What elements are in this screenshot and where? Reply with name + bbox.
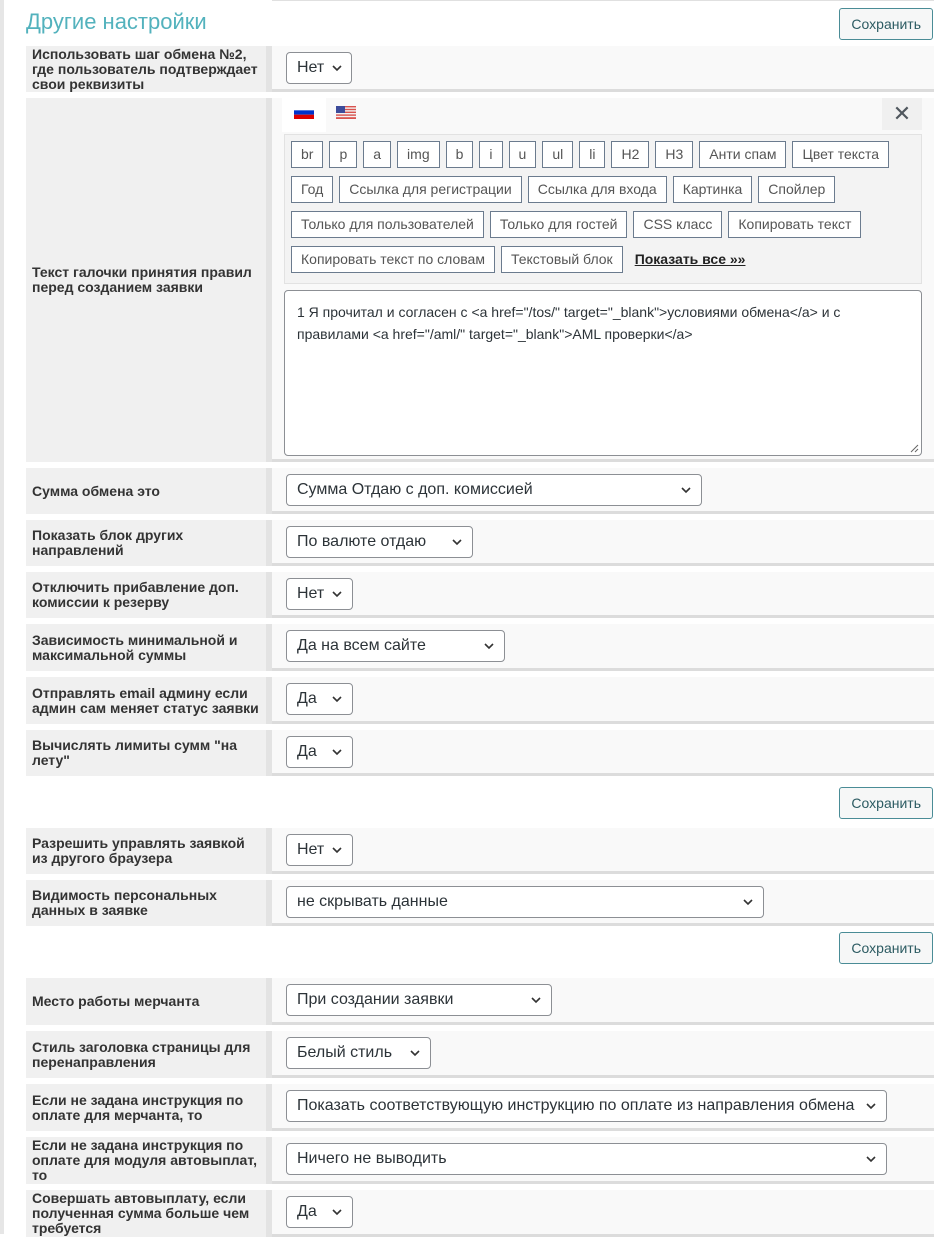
page-title: Другие настройки [26, 9, 207, 34]
setting-row-rules-checkbox-text [26, 98, 934, 462]
setting-row [26, 1137, 934, 1184]
select-value: Да [297, 690, 317, 707]
setting-label: Отключить прибавление доп. комиссии к резерву [26, 572, 272, 618]
chevron-down-icon [743, 897, 753, 907]
setting-value [272, 1031, 934, 1078]
chevron-down-icon [332, 747, 342, 757]
tag-button[interactable]: br [291, 141, 323, 168]
save-button[interactable]: Сохранить [839, 787, 933, 819]
setting-row [26, 1084, 934, 1131]
setting-label: Сумма обмена это [26, 468, 272, 514]
other-directions-select[interactable] [286, 526, 473, 558]
setting-row [26, 572, 934, 618]
select-value: Нет [297, 840, 325, 858]
settings-panel [26, 0, 934, 1243]
save-row [26, 782, 934, 828]
tag-button[interactable]: Копировать текст [728, 211, 861, 238]
setting-row-exchange-step2 [26, 46, 934, 92]
merchant-place-select[interactable] [286, 984, 552, 1016]
exchange-amount-select[interactable] [286, 474, 702, 506]
setting-value [272, 1084, 934, 1131]
tag-button[interactable]: CSS класс [633, 211, 722, 238]
setting-label: Зависимость минимальной и максимальной суммы [26, 624, 272, 671]
exchange-step2-select[interactable] [286, 52, 352, 84]
close-icon[interactable]: ✕ [882, 98, 922, 130]
chevron-down-icon [332, 63, 342, 73]
resize-handle-icon[interactable] [909, 443, 919, 453]
setting-value [272, 520, 934, 566]
chevron-down-icon [332, 694, 342, 704]
setting-label: Видимость персональных данных в заявке [26, 880, 272, 926]
redirect-header-style-select[interactable] [286, 1037, 431, 1069]
language-tabs [284, 98, 922, 132]
save-button[interactable]: Сохранить [839, 8, 933, 40]
tag-button[interactable]: Ссылка для регистрации [339, 176, 521, 203]
tag-button[interactable]: a [363, 141, 391, 168]
setting-label: Совершать автовыплату, если полученная сумма больше чем требуется [26, 1190, 272, 1237]
setting-value [272, 880, 934, 926]
setting-label: Отправлять email админу если админ сам меняет статус заявки [26, 677, 272, 724]
rules-text-textarea[interactable] [284, 290, 922, 456]
tag-button[interactable]: Только для пользователей [291, 211, 484, 238]
tag-button[interactable]: Картинка [673, 176, 753, 203]
admin-email-select[interactable] [286, 683, 353, 715]
tag-button[interactable]: H2 [611, 141, 649, 168]
setting-label: Разрешить управлять заявкой из другого браузера [26, 828, 272, 874]
tag-button[interactable]: img [397, 141, 440, 168]
tag-button[interactable]: p [329, 141, 357, 168]
autopayout-overpay-select[interactable] [286, 1196, 353, 1228]
setting-value [272, 1137, 934, 1184]
setting-value [272, 1190, 934, 1237]
setting-row [26, 880, 934, 926]
setting-row [26, 730, 934, 776]
select-value: Сумма Отдаю с доп. комиссией [297, 480, 533, 498]
chevron-down-icon [332, 589, 342, 599]
select-value: При создании заявки [297, 991, 454, 1008]
tag-button[interactable]: ul [542, 141, 573, 168]
select-value: Нет [297, 58, 325, 76]
select-value: Да на всем сайте [297, 637, 426, 654]
select-value: Белый стиль [297, 1044, 393, 1061]
setting-value [272, 572, 934, 618]
setting-value [272, 828, 934, 874]
section-header [26, 0, 934, 46]
tag-button[interactable]: Ссылка для входа [528, 176, 667, 203]
russia-flag-icon[interactable] [294, 106, 314, 119]
setting-label: Использовать шаг обмена №2, где пользователь подтверждает свои реквизиты [26, 46, 272, 92]
chevron-down-icon [452, 537, 462, 547]
chevron-down-icon [866, 1154, 876, 1164]
setting-row [26, 468, 934, 514]
setting-row [26, 978, 934, 1025]
setting-value [272, 978, 934, 1025]
setting-row [26, 1190, 934, 1237]
chevron-down-icon [681, 485, 691, 495]
merchant-instruction-select[interactable] [286, 1090, 887, 1122]
tag-button[interactable]: i [479, 141, 502, 168]
setting-label: Текст галочки принятия правил перед созданием заявки [26, 98, 272, 462]
setting-label: Показать блок других направлений [26, 520, 272, 566]
other-browser-select[interactable] [286, 834, 353, 866]
setting-label: Место работы мерчанта [26, 978, 272, 1025]
chevron-down-icon [484, 641, 494, 651]
tag-button[interactable]: Год [291, 176, 333, 203]
setting-row [26, 1031, 934, 1078]
tag-button[interactable]: Текстовый блок [501, 246, 623, 273]
chevron-down-icon [332, 845, 342, 855]
show-all-link[interactable]: Показать все »» [634, 251, 746, 267]
payout-instruction-select[interactable] [286, 1143, 887, 1175]
setting-value [272, 677, 934, 724]
tag-button[interactable]: u [509, 141, 537, 168]
select-value: Да [297, 1203, 317, 1220]
setting-value [272, 46, 934, 92]
setting-value [272, 468, 934, 514]
live-limits-select[interactable] [286, 736, 353, 768]
chevron-down-icon [410, 1048, 420, 1058]
setting-row [26, 520, 934, 566]
commission-reserve-select[interactable] [286, 578, 353, 610]
select-value: Ничего не выводить [297, 1150, 447, 1167]
chevron-down-icon [531, 995, 541, 1005]
select-value: не скрывать данные [297, 892, 448, 910]
save-row [26, 932, 934, 978]
select-value: Нет [297, 584, 325, 602]
tag-button[interactable]: H3 [655, 141, 693, 168]
select-value: Да [297, 742, 317, 760]
setting-value [272, 624, 934, 671]
setting-row [26, 828, 934, 874]
select-value: Показать соответствующую инструкцию по оплате из направления обмена [297, 1097, 855, 1114]
tag-button[interactable]: Анти спам [699, 141, 786, 168]
usa-flag-icon[interactable] [336, 106, 356, 119]
tag-button[interactable]: b [446, 141, 474, 168]
setting-value [272, 730, 934, 776]
rich-text-editor [272, 98, 934, 462]
setting-label: Вычислять лимиты сумм "на лету" [26, 730, 272, 776]
tag-button[interactable]: Копировать текст по словам [291, 246, 495, 273]
tag-button[interactable]: Спойлер [758, 176, 835, 203]
setting-label: Если не задана инструкция по оплате для мерчанта, то [26, 1084, 272, 1131]
left-border [0, 0, 4, 1234]
setting-row [26, 624, 934, 671]
min-max-dependency-select[interactable] [286, 630, 505, 662]
personal-data-visibility-select[interactable] [286, 886, 764, 918]
select-value: По валюте отдаю [297, 532, 427, 550]
textarea-content: 1 Я прочитал и согласен с <a href="/tos/" target="_blank">условиями обмена</a> и с правилами <a href="/aml/" target="_blank">AML проверки</a> [297, 304, 841, 342]
setting-label: Если не задана инструкция по оплате для модуля автовыплат, то [26, 1137, 272, 1184]
tag-button[interactable]: li [579, 141, 605, 168]
chevron-down-icon [866, 1101, 876, 1111]
tag-buttons [289, 139, 917, 279]
chevron-down-icon [332, 1207, 342, 1217]
tag-button[interactable]: Цвет текста [792, 141, 889, 168]
editor-toolbar [284, 134, 922, 284]
setting-row [26, 677, 934, 724]
setting-label: Стиль заголовка страницы для перенаправления [26, 1031, 272, 1078]
save-button[interactable]: Сохранить [839, 932, 933, 964]
tag-button[interactable]: Только для гостей [490, 211, 628, 238]
